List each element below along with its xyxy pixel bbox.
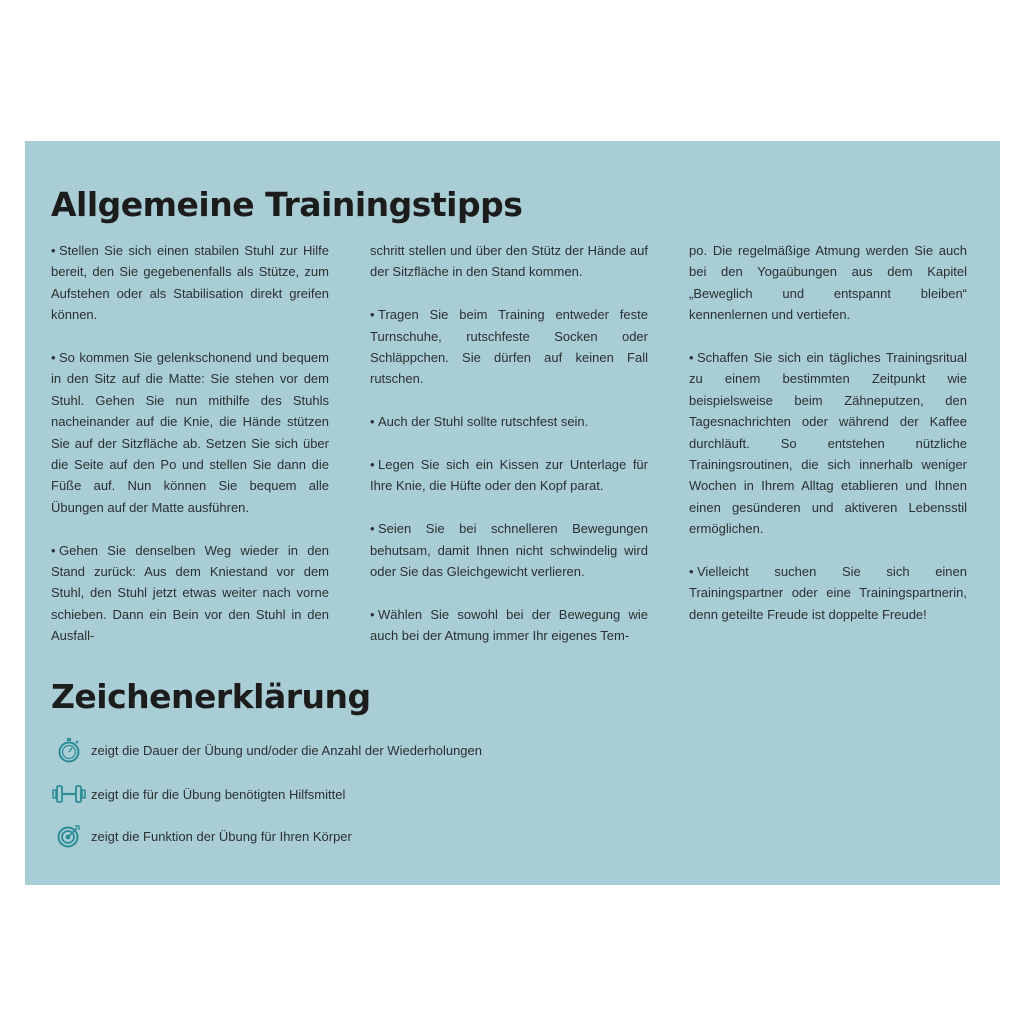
list-item: • Gehen Sie denselben Weg wieder in den Stand zurück: Aus dem Kniestand vor dem Stuhl, den Stuhl jetzt etwas weiter nach vorne schieben. Dann ein Bein vor den Stuhl in den Ausfall- <box>51 542 329 644</box>
list-item-continued: po. Die regelmäßige Atmung werden Sie auch bei den Yogaübungen aus dem Kapitel „Beweglich und entspannt bleiben“ kennenlernen und vertiefen. <box>689 243 967 323</box>
list-item: • Legen Sie sich ein Kissen zur Unterlage für Ihre Knie, die Hüfte oder den Kopf parat. <box>370 457 648 494</box>
legend-text: zeigt die Funktion der Übung für Ihren Körper <box>91 828 352 844</box>
legend-item-duration <box>51 737 482 763</box>
target-icon <box>51 823 87 849</box>
legend-item-equipment <box>51 781 345 807</box>
list-item: • Schaffen Sie sich ein tägliches Trainingsritual zu einem bestimmten Zeitpunkt wie beispielsweise beim Zähneputzen, den Tagesnachrichten oder während der Kaffee durchläuft. So entstehen nützliche Trainingsroutinen, die sich innerhalb weniger Wochen in Ihrem Alltag etablieren und Ihnen einen gesünderen und aktiveren Lebensstil ermöglichen. <box>689 350 967 537</box>
list-item: • Vielleicht suchen Sie sich einen Trainingspartner oder eine Trainingspartnerin, denn geteilte Freude ist doppelte Freude! <box>689 564 967 622</box>
column-1 <box>51 240 329 668</box>
column-3 <box>689 240 967 647</box>
list-item: • Seien Sie bei schnelleren Bewegungen behutsam, damit Ihnen nicht schwindelig wird oder Sie das Gleichgewicht verlieren. <box>370 521 648 580</box>
stopwatch-icon <box>51 737 87 763</box>
list-item: • Stellen Sie sich einen stabilen Stuhl zur Hilfe bereit, den Sie gegebenenfalls als Stütze, zum Aufstehen oder als Stabilisation direkt greifen können. <box>51 243 329 323</box>
list-item: • Tragen Sie beim Training entweder feste Turnschuhe, rutschfeste Socken oder Schläppchen. Sie dürfen auf keinen Fall rutschen. <box>370 307 648 387</box>
legend-item-function <box>51 823 352 849</box>
legend-title: Zeichenerklärung <box>51 677 371 716</box>
column-2 <box>370 240 648 668</box>
legend-text: zeigt die für die Übung benötigten Hilfsmittel <box>91 786 346 802</box>
legend-text: zeigt die Dauer der Übung und/oder die Anzahl der Wiederholungen <box>91 742 482 758</box>
list-item: • Auch der Stuhl sollte rutschfest sein. <box>370 414 589 430</box>
page-title: Allgemeine Trainingstipps <box>51 185 523 224</box>
dumbbell-icon <box>51 781 87 807</box>
tips-panel <box>25 141 1000 885</box>
list-item: • So kommen Sie gelenkschonend und bequem in den Sitz auf die Matte: Sie stehen vor dem Stuhl. Gehen Sie nun mithilfe des Stuhls nacheinander auf die Knie, die Hände stützen Sie auf der Sitzfläche ab. Setzen Sie sich über die Seite auf den Po und stellen Sie dann die Füße auf. Nun können Sie bequem alle Übungen auf der Matte ausführen. <box>51 350 329 515</box>
list-item-continued: schritt stellen und über den Stütz der Hände auf der Sitzfläche in den Stand kommen. <box>370 243 648 280</box>
list-item: • Wählen Sie sowohl bei der Bewegung wie auch bei der Atmung immer Ihr eigenes Tem- <box>370 606 648 644</box>
